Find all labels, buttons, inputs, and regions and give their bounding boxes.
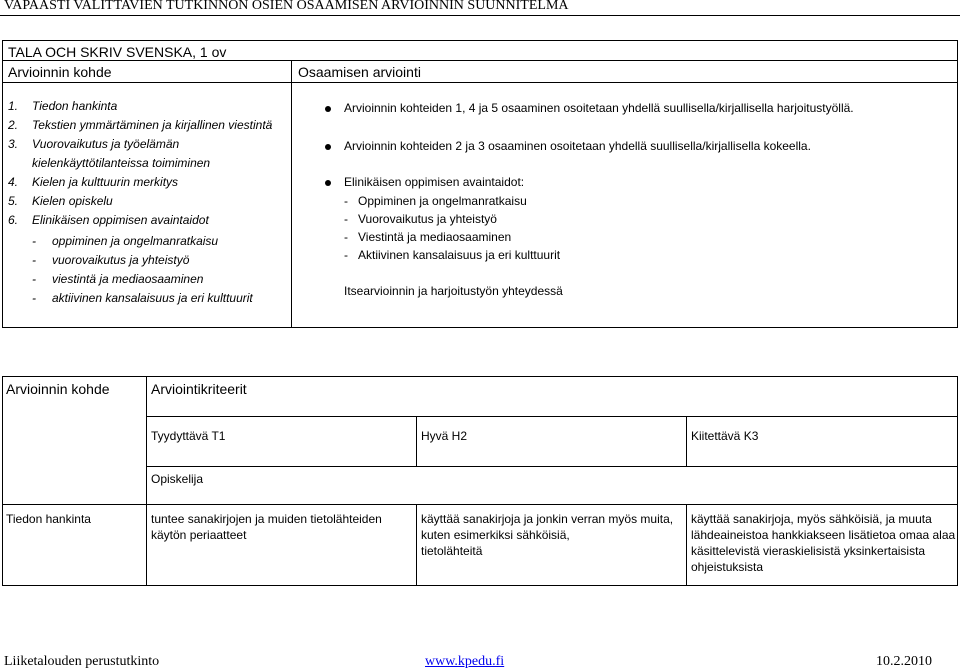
grade-t1: Tyydyttävä T1 [151,429,226,443]
sub-list-item: - Oppiminen ja ongelmanratkaisu [344,194,527,208]
sub-list-item: - Vuorovaikutus ja yhteistyö [344,212,497,226]
column-divider [686,504,687,586]
document-title: VAPAASTI VALITTAVIEN TUTKINNON OSIEN OSAAMISEN ARVIOINNIN SUUNNITELMA [4,0,569,13]
assessment-bullet: Elinikäisen oppimisen avaintaidot: [344,175,525,189]
criteria-t1: tuntee sanakirjojen ja muiden tietolähteiden käytön periaatteet [151,512,382,542]
table-divider [2,60,958,61]
list-item: 6. Elinikäisen oppimisen avaintaidot [8,213,209,227]
column-divider [686,416,687,466]
grade-k3: Kiitettävä K3 [691,429,759,443]
sub-list-item: - vuorovaikutus ja yhteistyö [32,253,190,267]
table-divider [2,82,958,83]
sub-list-item: - Viestintä ja mediaosaaminen [344,230,512,244]
sub-list-item: - viestintä ja mediaosaaminen [32,272,204,286]
bullet-icon [325,106,331,112]
left-column-header: Arvioinnin kohde [8,64,112,80]
criteria-col1-header: Arvioinnin kohde [6,381,110,397]
bullet-icon [325,144,331,150]
footer-institution: Liiketalouden perustutkinto [4,654,160,669]
column-divider [291,60,292,328]
bullet-icon [325,180,331,186]
sub-list-item: - oppiminen ja ongelmanratkaisu [32,234,219,248]
list-item: 2. Tekstien ymmärtäminen ja kirjallinen viestintä [8,118,273,132]
course-title: TALA OCH SKRIV SVENSKA, 1 ov [8,44,227,60]
list-item: 1. Tiedon hankinta [8,99,118,113]
criteria-k3: käyttää sanakirjoja, myös sähköisiä, ja muuta lähdeaineistoa hankkiakseen lisätietoa omaa alaa käsittelevistä vieraskielisistä yksinkertaisista ohjeistuksista [691,512,956,574]
column-divider [146,376,147,586]
header-divider [0,15,960,16]
footer-date: 10.2.2010 [876,654,932,669]
footer-website-link[interactable]: www.kpedu.fi [425,654,505,669]
assessment-bullet: Arvioinnin kohteiden 1, 4 ja 5 osaaminen osoitetaan yhdellä suullisella/kirjallisella harjoitustyöllä. [344,101,854,115]
list-item: 4. Kielen ja kulttuurin merkitys [8,175,179,189]
grade-h2: Hyvä H2 [421,429,468,443]
key-skills-list [344,192,560,264]
row-label: Tiedon hankinta [6,512,91,526]
list-item: 5. Kielen opiskelu [8,194,113,208]
row-divider [146,416,958,417]
sub-list-item: - aktiivinen kansalaisuus ja eri kulttuurit [32,291,253,305]
assessment-targets-list [8,97,288,308]
list-item: kielenkäyttötilanteissa toimiminen [32,156,211,170]
criteria-h2: käyttää sanakirjoja ja jonkin verran myös muita, kuten esimerkiksi sähköisiä, tietolähteitä [421,512,674,558]
list-item: 3. Vuorovaikutus ja työelämän [8,137,180,151]
role-label: Opiskelija [151,472,204,486]
sub-list-item: - Aktiivinen kansalaisuus ja eri kulttuurit [344,248,561,262]
column-divider [416,504,417,586]
assessment-bullet: Arvioinnin kohteiden 2 ja 3 osaaminen osoitetaan yhdellä suullisella/kirjallisella kokeella. [344,139,811,153]
right-column-header: Osaamisen arviointi [298,64,421,80]
row-divider [2,504,958,505]
criteria-col2-header: Arviointikriteerit [151,381,247,397]
self-assessment-note: Itsearvioinnin ja harjoitustyön yhteydessä [344,284,563,298]
row-divider [146,466,958,467]
column-divider [416,416,417,466]
